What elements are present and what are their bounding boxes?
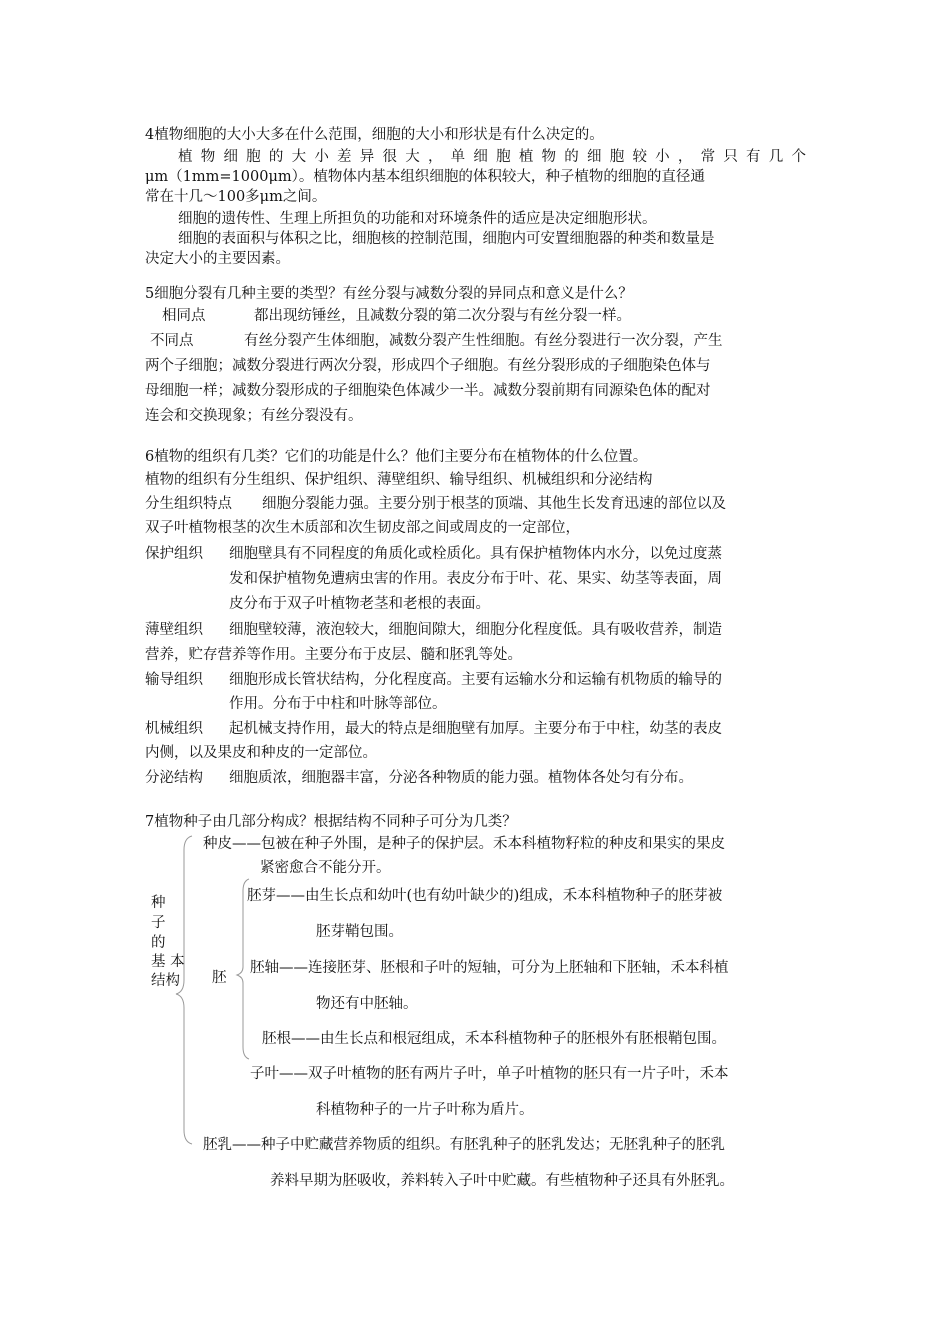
q6-intro: 植物的组织有分生组织、保护组织、薄壁组织、输导组织、机械组织和分泌结构 bbox=[145, 472, 653, 488]
q6-mechanical-line-2: 内侧，以及果皮和种皮的一定部位。 bbox=[145, 745, 377, 761]
q5-diff-line-3: 母细胞一样；减数分裂形成的子细胞染色体减少一半。减数分裂前期有同源染色体的配对 bbox=[145, 383, 711, 399]
q5-title: 5细胞分裂有几种主要的类型？有丝分裂与减数分裂的异同点和意义是什么？ bbox=[145, 286, 633, 302]
q6-title: 6植物的组织有几类？它们的功能是什么？他们主要分布在植物体的什么位置。 bbox=[145, 449, 648, 465]
seed-structure-label-1: 种 bbox=[151, 895, 166, 911]
q6-meristem-label: 分生组织特点 bbox=[145, 496, 232, 512]
seed-coat-line-1: 种皮——包被在种子外围，是种子的保护层。禾本科植物籽粒的种皮和果实的果皮 bbox=[203, 836, 725, 852]
seed-coat-line-2: 紧密愈合不能分开。 bbox=[260, 860, 391, 876]
q4-paragraph-1-line-3: 常在十几～100多μm之间。 bbox=[145, 189, 327, 205]
q5-diff-line-4: 连会和交换现象；有丝分裂没有。 bbox=[145, 408, 363, 424]
seed-structure-label-3: 的 bbox=[151, 935, 166, 951]
seed-structure-label-2: 子 bbox=[151, 915, 166, 931]
q6-parenchyma-label: 薄壁组织 bbox=[145, 622, 203, 638]
plumule-line-1: 胚芽——由生长点和幼叶(也有幼叶缺少的)组成，禾本科植物种子的胚芽被 bbox=[247, 888, 723, 904]
q6-secretory-line-1: 细胞质浓，细胞器丰富，分泌各种物质的能力强。植物体各处匀有分布。 bbox=[229, 770, 693, 786]
q6-mechanical-line-1: 起机械支持作用，最大的特点是细胞壁有加厚。主要分布于中柱，幼茎的表皮 bbox=[229, 721, 722, 737]
q6-meristem-line-1: 细胞分裂能力强。主要分别于根茎的顶端、其他生长发育迅速的部位以及 bbox=[262, 496, 726, 512]
cotyledon-line-2: 科植物种子的一片子叶称为盾片。 bbox=[316, 1102, 534, 1118]
q6-parenchyma-line-2: 营养，贮存营养等作用。主要分布于皮层、髓和胚乳等处。 bbox=[145, 647, 522, 663]
q4-paragraph-2: 细胞的遗传性、生理上所担负的功能和对环境条件的适应是决定细胞形状。 bbox=[178, 211, 657, 227]
q5-same-text: 都出现纺锤丝，且减数分裂的第二次分裂与有丝分裂一样。 bbox=[254, 308, 631, 324]
q5-diff-line-1: 有丝分裂产生体细胞，减数分裂产生性细胞。有丝分裂进行一次分裂，产生 bbox=[244, 333, 723, 349]
q7-title: 7植物种子由几部分构成？根据结构不同种子可分为几类？ bbox=[145, 814, 517, 830]
hypocotyl-line-2: 物还有中胚轴。 bbox=[316, 996, 418, 1012]
plumule-line-2: 胚芽鞘包围。 bbox=[316, 924, 403, 940]
q6-protective-label: 保护组织 bbox=[145, 546, 203, 562]
q4-paragraph-1-line-1: 植物细胞的大小差异很大，单细胞植物的细胞较小，常只有几个 bbox=[178, 149, 806, 165]
q4-paragraph-3-line-2: 决定大小的主要因素。 bbox=[145, 251, 290, 267]
q6-protective-line-1: 细胞壁具有不同程度的角质化或栓质化。具有保护植物体内水分，以免过度蒸 bbox=[229, 546, 722, 562]
q5-same-label: 相同点 bbox=[162, 308, 206, 324]
q6-meristem-line-2: 双子叶植物根茎的次生木质部和次生韧皮部之间或周皮的一定部位， bbox=[145, 520, 580, 536]
q4-title: 4植物细胞的大小大多在什么范围，细胞的大小和形状是有什么决定的。 bbox=[145, 127, 604, 143]
cotyledon-line-1: 子叶——双子叶植物的胚有两片子叶，单子叶植物的胚只有一片子叶，禾本 bbox=[250, 1066, 729, 1082]
q5-diff-line-2: 两个子细胞；减数分裂进行两次分裂，形成四个子细胞。有丝分裂形成的子细胞染色体与 bbox=[145, 358, 711, 374]
radicle-line-1: 胚根——由生长点和根冠组成，禾本科植物种子的胚根外有胚根鞘包围。 bbox=[262, 1031, 726, 1047]
seed-structure-label-4: 基 本 bbox=[151, 954, 185, 970]
q6-conductive-line-2: 作用。分布于中柱和叶脉等部位。 bbox=[229, 696, 447, 712]
q6-protective-line-2: 发和保护植物免遭病虫害的作用。表皮分布于叶、花、果实、幼茎等表面，周 bbox=[229, 571, 722, 587]
q6-conductive-label: 输导组织 bbox=[145, 672, 203, 688]
q6-parenchyma-line-1: 细胞壁较薄，液泡较大，细胞间隙大，细胞分化程度低。具有吸收营养，制造 bbox=[229, 622, 722, 638]
seed-structure-label-5: 结构 bbox=[151, 973, 180, 989]
q4-paragraph-1-line-2: μm（1mm=1000μm）。植物体内基本组织细胞的体积较大，种子植物的细胞的直径通 bbox=[145, 169, 705, 185]
endosperm-line-2: 养料早期为胚吸收，养料转入子叶中贮藏。有些植物种子还具有外胚乳。 bbox=[270, 1173, 734, 1189]
embryo-label: 胚 bbox=[212, 970, 227, 986]
q6-secretory-label: 分泌结构 bbox=[145, 770, 203, 786]
hypocotyl-line-1: 胚轴——连接胚芽、胚根和子叶的短轴，可分为上胚轴和下胚轴，禾本科植 bbox=[250, 960, 729, 976]
q5-diff-label: 不同点 bbox=[150, 333, 194, 349]
q6-mechanical-label: 机械组织 bbox=[145, 721, 203, 737]
endosperm-line-1: 胚乳——种子中贮藏营养物质的组织。有胚乳种子的胚乳发达；无胚乳种子的胚乳 bbox=[203, 1137, 725, 1153]
q6-protective-line-3: 皮分布于双子叶植物老茎和老根的表面。 bbox=[229, 596, 490, 612]
q4-paragraph-3-line-1: 细胞的表面积与体积之比，细胞核的控制范围，细胞内可安置细胞器的种类和数量是 bbox=[178, 231, 715, 247]
q6-conductive-line-1: 细胞形成长管状结构，分化程度高。主要有运输水分和运输有机物质的输导的 bbox=[229, 672, 722, 688]
